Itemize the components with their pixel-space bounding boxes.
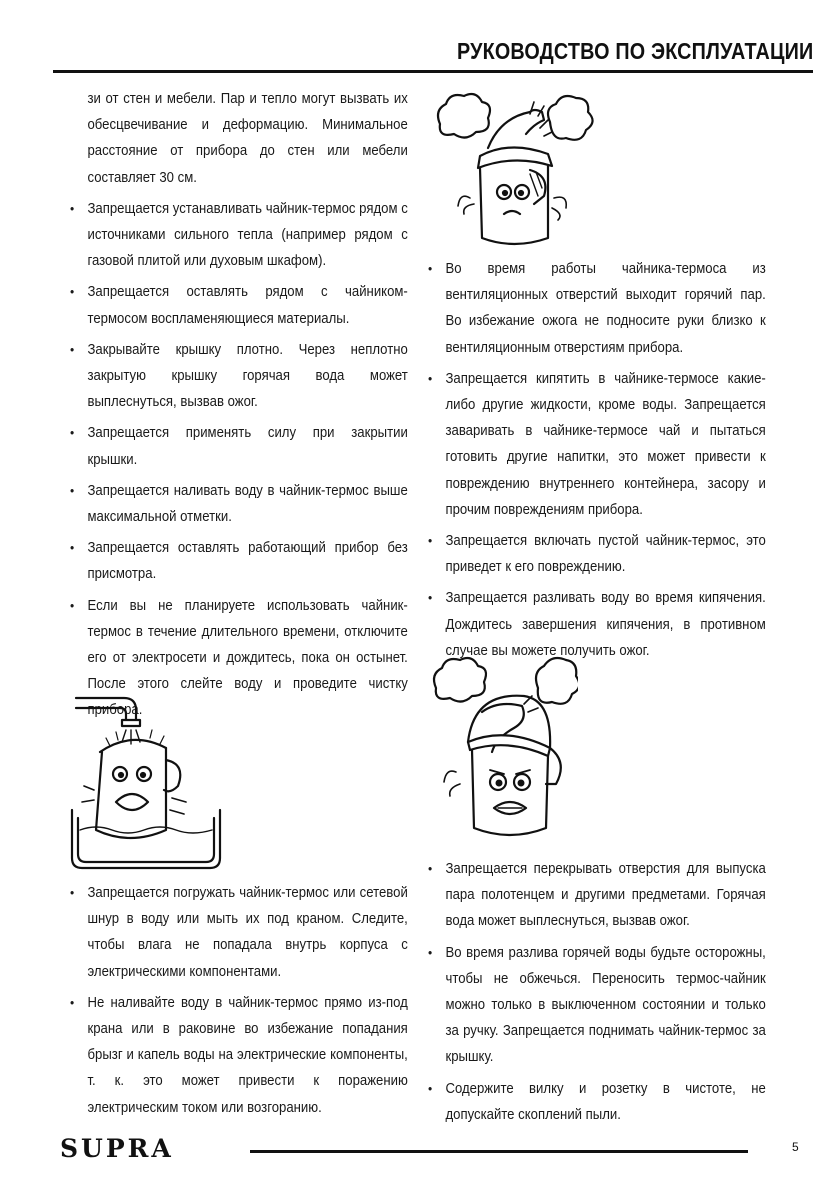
- continuation-paragraph: зи от стен и мебели. Пар и тепло могут вызвать их обесцвечивание и деформацию. Минимальное расстояние от прибора до стен или мебели составляет 30 см.: [87, 91, 408, 186]
- bullet: •: [70, 540, 75, 556]
- list-item: • Закрывайте крышку плотно. Через неплотно закрытую крышку горячая вода может выплеснуться, вызвав ожог.: [70, 337, 408, 416]
- list-item: • Запрещается устанавливать чайник-термос рядом с источниками сильного тепла (например рядом с газовой плитой или духовым шкафом).: [70, 196, 408, 275]
- bullet: •: [70, 284, 75, 300]
- list-item: • Во время работы чайника-термоса из вентиляционных отверстий выходит горячий пар. Во избежание ожога не подносите руки близко к вентиляционным отверстиям прибора.: [428, 256, 766, 361]
- header-divider: [53, 70, 813, 73]
- bullet: •: [70, 597, 75, 613]
- list-item: • Не наливайте воду в чайник-термос прямо из-под крана или в раковине во избежание попадания брызг и капель воды на электрические компоненты, т. к. это может привести к поражению электрическим током или возгоранию.: [70, 990, 408, 1121]
- kettle-steam-illustration: [428, 652, 578, 850]
- bullet: •: [70, 200, 75, 216]
- left-text-top: [70, 86, 408, 724]
- list-item: • Запрещается наливать воду в чайник-термос выше максимальной отметки.: [70, 478, 408, 530]
- bullet: •: [428, 261, 433, 276]
- bullet: •: [428, 944, 433, 960]
- left-column-bottom: [70, 880, 410, 1126]
- list-item: • Запрещается погружать чайник-термос или сетевой шнур в воду или мыть их под краном. Следите, чтобы влага не попадала внутрь корпуса с электрическими компонентами.: [70, 880, 408, 985]
- kettle-under-tap-illustration: [66, 690, 226, 880]
- left-column: [70, 86, 410, 729]
- bullet: •: [428, 861, 433, 876]
- list-item: • Запрещается включать пустой чайник-термос, это приведет к его повреждению.: [428, 528, 766, 580]
- page-title: РУКОВОДСТВО ПО ЭКСПЛУАТАЦИИ: [456, 38, 813, 64]
- right-column-top: [428, 256, 768, 669]
- bullet: •: [70, 425, 75, 441]
- brand-logo: SUPRA: [60, 1134, 174, 1163]
- bullet: •: [70, 482, 75, 498]
- bullet: •: [70, 341, 75, 357]
- list-item: • Запрещается применять силу при закрытии крышки.: [70, 420, 408, 472]
- right-column-bottom: [428, 856, 768, 1133]
- footer-divider: [250, 1150, 748, 1153]
- bullet: •: [70, 885, 75, 900]
- list-item: • Запрещается разливать воду во время кипячения. Дождитесь завершения кипячения, в противном случае вы можете получить ожог.: [428, 585, 766, 664]
- list-item: • Содержите вилку и розетку в чистоте, не допускайте скоплений пыли.: [428, 1076, 766, 1128]
- list-item: • Запрещается перекрывать отверстия для выпуска пара полотенцем и другими предметами. Горячая вода может выплеснуться, вызвав ожог.: [428, 856, 766, 935]
- bullet: •: [428, 590, 433, 606]
- bullet: •: [428, 370, 433, 386]
- page-number: 5: [792, 1140, 799, 1154]
- bullet: •: [428, 1080, 433, 1096]
- list-item: • Во время разлива горячей воды будьте осторожны, чтобы не обжечься. Переносить термос-чайник можно только в выключенном состоянии и только за ручку. Запрещается поднимать чайник-термос за крышку.: [428, 940, 766, 1071]
- list-item: • Запрещается оставлять работающий прибор без присмотра.: [70, 535, 408, 587]
- list-item: • Запрещается кипятить в чайнике-термосе какие-либо другие жидкости, кроме воды. Запрещается заваривать в чайнике-термосе чай и пытаться готовить другие напитки, это может привести к повреждению внутреннего контейнера, засору и прочим повреждениям прибора.: [428, 366, 766, 523]
- bullet: •: [70, 994, 75, 1010]
- list-item: • Запрещается оставлять рядом с чайником-термосом воспламеняющиеся материалы.: [70, 279, 408, 331]
- kettle-steam-hand-illustration: [430, 88, 600, 256]
- list-item: • Если вы не планируете использовать чайник-термос в течение длительного времени, отключите его от электросети и дождитесь, пока он остынет. После этого слейте воду и проведите чистку прибора.: [70, 593, 408, 724]
- bullet: •: [428, 533, 433, 549]
